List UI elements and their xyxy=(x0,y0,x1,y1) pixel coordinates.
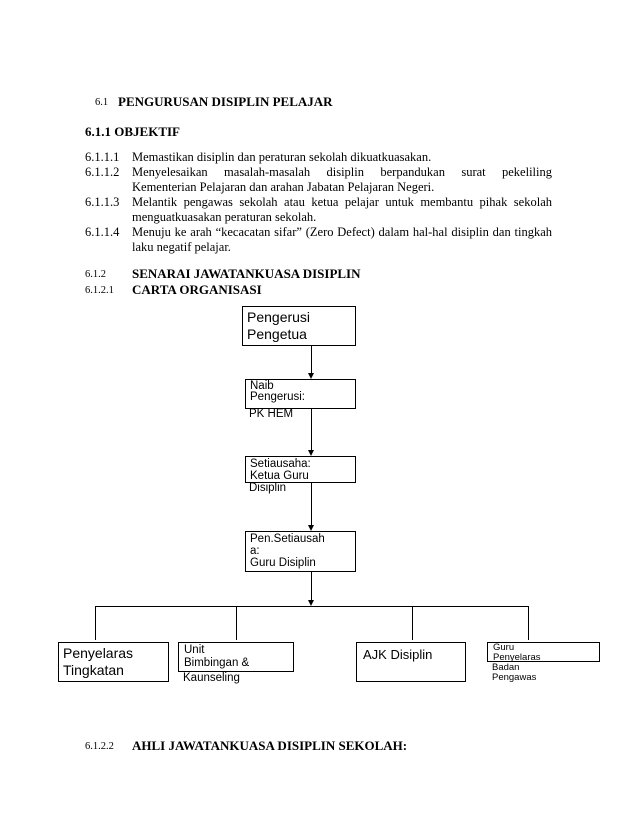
objektif-heading: 6.1.1 OBJEKTIF xyxy=(85,124,180,139)
connector-unit xyxy=(236,606,237,640)
senarai-title: SENARAI JAWATANKUASA DISIPLIN xyxy=(132,266,361,281)
guru-line-1: Guru xyxy=(493,642,515,653)
pen-setiausaha-line-2: a: xyxy=(250,545,260,557)
connector-penyelaras xyxy=(95,606,96,640)
objective-number-2: 6.1.1.2 xyxy=(85,165,120,179)
ahli-number: 6.1.2.2 xyxy=(85,741,114,752)
guru-line-3: Badan xyxy=(492,662,520,673)
setiausaha-box xyxy=(245,456,356,483)
unit-line-3: Kaunseling xyxy=(183,672,240,684)
setiausaha-line-2: Ketua Guru xyxy=(250,470,309,482)
objective-text-4a: Menuju ke arah “kecacatan sifar” (Zero Defect) dalam hal-hal disiplin dan tingkah xyxy=(132,225,552,239)
connector-ajk xyxy=(412,606,413,640)
senarai-number: 6.1.2 xyxy=(85,269,106,280)
objective-text-4b: laku negatif pelajar. xyxy=(132,240,231,254)
guru-penyelaras-box xyxy=(487,642,600,662)
pengerusi-line-1: Pengerusi xyxy=(247,309,311,325)
objective-text-2a: Menyelesaikan masalah-masalah disiplin berpandukan surat pekeliling xyxy=(132,165,552,179)
pengerusi-line-2: Pengetua xyxy=(247,326,307,342)
connector-guru xyxy=(528,606,529,640)
unit-line-1: Unit xyxy=(184,644,205,656)
pen-setiausaha-box xyxy=(245,531,356,572)
unit-bimbingan-box xyxy=(178,642,294,672)
connector-pen-bottom xyxy=(311,572,312,602)
objective-text-3a: Melantik pengawas sekolah atau ketua pelajar untuk membantu pihak sekolah xyxy=(132,195,552,209)
naib-line-3: PK HEM xyxy=(249,408,294,420)
section-title: PENGURUSAN DISIPLIN PELAJAR xyxy=(118,94,333,109)
naib-box xyxy=(245,379,356,409)
distribution-line xyxy=(95,606,529,607)
ajk-line-1: AJK Disiplin xyxy=(363,647,433,662)
objective-text-2b: Kementerian Pelajaran dan arahan Jabatan Pelajaran Negeri. xyxy=(132,180,435,194)
pengerusi-box xyxy=(242,306,356,346)
pen-setiausaha-line-1: Pen.Setiausah xyxy=(250,533,325,545)
ahli-title: AHLI JAWATANKUASA DISIPLIN SEKOLAH: xyxy=(132,738,408,753)
objective-text-1: Memastikan disiplin dan peraturan sekolah dikuatkuasakan. xyxy=(132,150,432,164)
ajk-disiplin-box xyxy=(356,642,466,682)
pen-setiausaha-line-3: Guru Disiplin xyxy=(250,557,316,569)
connector-naib-setiausaha xyxy=(311,409,312,452)
connector-setiausaha-pen xyxy=(311,483,312,527)
carta-number: 6.1.2.1 xyxy=(85,285,114,296)
penyelaras-line-1: Penyelaras xyxy=(63,645,134,661)
carta-title: CARTA ORGANISASI xyxy=(132,282,262,297)
connector-pengerusi-naib xyxy=(311,346,312,375)
setiausaha-line-3: Disiplin xyxy=(249,482,287,494)
objective-number-4: 6.1.1.4 xyxy=(85,225,120,239)
penyelaras-tingkatan-box xyxy=(58,642,169,682)
objective-number-1: 6.1.1.1 xyxy=(85,150,120,164)
unit-line-2: Bimbingan & xyxy=(184,657,250,669)
objective-text-3b: menguatkuasakan peraturan sekolah. xyxy=(132,210,317,224)
guru-line-2: Penyelaras xyxy=(493,651,541,663)
objective-number-3: 6.1.1.3 xyxy=(85,195,120,209)
naib-line-2: Pengerusi: xyxy=(250,390,305,403)
naib-line-1: Naib xyxy=(250,380,274,392)
guru-line-4: Pengawas xyxy=(492,672,537,683)
section-number: 6.1 xyxy=(95,97,109,108)
penyelaras-line-2: Tingkatan xyxy=(63,662,124,678)
setiausaha-line-1: Setiausaha: xyxy=(250,458,311,470)
